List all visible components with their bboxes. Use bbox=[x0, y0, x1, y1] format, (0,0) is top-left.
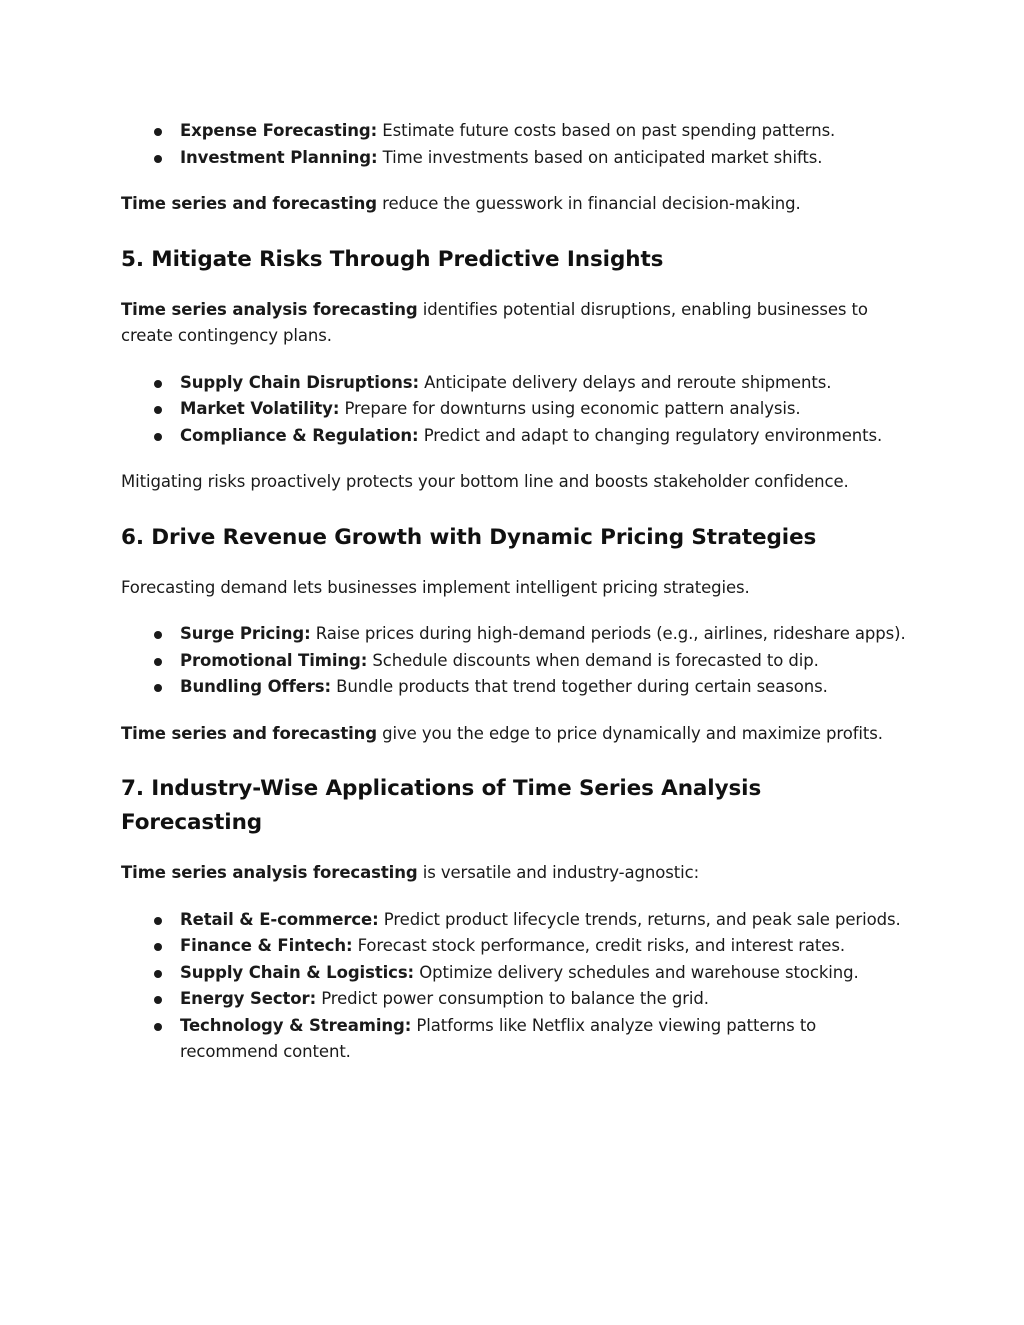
paragraph bbox=[121, 191, 911, 218]
bullet-icon bbox=[154, 128, 162, 136]
section-5-closing: Mitigating risks proactively protects your bottom line and boosts stakeholder confidence. bbox=[121, 472, 849, 491]
bullet-icon bbox=[154, 631, 162, 639]
paragraph-bold: Time series and forecasting bbox=[121, 723, 378, 743]
list-item bbox=[121, 986, 911, 1013]
list-item-term: Supply Chain & Logistics: bbox=[180, 962, 415, 982]
list-item bbox=[121, 674, 911, 701]
section-6-closing bbox=[121, 721, 911, 748]
list-item-text: Predict power consumption to balance the grid. bbox=[316, 989, 709, 1008]
paragraph-bold: Time series and forecasting bbox=[121, 194, 378, 213]
list-item-term: Bundling Offers: bbox=[180, 677, 332, 696]
paragraph-text: identifies potential disruptions, enabling businesses to create contingency plans. bbox=[121, 299, 868, 345]
bullet-icon bbox=[154, 433, 162, 441]
list-item-text: Optimize delivery schedules and warehouse stocking. bbox=[414, 962, 859, 982]
list-item bbox=[121, 621, 911, 648]
section-5-heading: 5. Mitigate Risks Through Predictive Insights bbox=[121, 246, 664, 272]
section-6-heading: 6. Drive Revenue Growth with Dynamic Pricing Strategies bbox=[121, 524, 817, 550]
list-item-text: Platforms like Netflix analyze viewing patterns to recommend content. bbox=[180, 1015, 817, 1061]
bullet-icon bbox=[154, 917, 162, 925]
section-5-intro bbox=[121, 297, 911, 350]
section-7-intro bbox=[121, 860, 911, 887]
list-item bbox=[121, 1013, 911, 1066]
list-item-text: Time investments based on anticipated market shifts. bbox=[377, 147, 823, 167]
list-item bbox=[121, 118, 911, 145]
list-item bbox=[121, 145, 911, 172]
bullet-icon bbox=[154, 970, 162, 978]
list-item-term: Promotional Timing: bbox=[180, 650, 368, 670]
list-item-text: Forecast stock performance, credit risks, and interest rates. bbox=[352, 936, 845, 955]
list-item-term: Energy Sector: bbox=[180, 989, 317, 1008]
paragraph-text: is versatile and industry-agnostic: bbox=[417, 863, 700, 882]
list-item bbox=[121, 396, 911, 423]
bullet-icon bbox=[154, 1023, 162, 1031]
list-item-text: Schedule discounts when demand is forecasted to dip. bbox=[367, 650, 819, 670]
bullet-icon bbox=[154, 380, 162, 388]
risk-bullet-list bbox=[121, 370, 911, 450]
list-item bbox=[121, 960, 911, 987]
list-item-term: Market Volatility: bbox=[180, 399, 340, 418]
list-item-term: Retail & E-commerce: bbox=[180, 909, 379, 929]
bullet-icon bbox=[154, 943, 162, 951]
list-item-text: Prepare for downturns using economic pattern analysis. bbox=[339, 399, 801, 418]
list-item-term: Expense Forecasting: bbox=[180, 121, 378, 140]
list-item bbox=[121, 648, 911, 675]
list-item-term: Technology & Streaming: bbox=[180, 1015, 412, 1035]
list-item bbox=[121, 907, 911, 934]
pricing-bullet-list bbox=[121, 621, 911, 701]
paragraph-bold: Time series analysis forecasting bbox=[121, 863, 418, 882]
bullet-icon bbox=[154, 658, 162, 666]
list-item-term: Supply Chain Disruptions: bbox=[180, 372, 419, 392]
list-item bbox=[121, 423, 911, 450]
list-item-text: Predict product lifecycle trends, returns, and peak sale periods. bbox=[378, 909, 901, 929]
list-item-term: Investment Planning: bbox=[180, 147, 378, 167]
section-7-heading: 7. Industry-Wise Applications of Time Series Analysis Forecasting bbox=[121, 776, 762, 835]
bullet-icon bbox=[154, 684, 162, 692]
list-item-text: Predict and adapt to changing regulatory environments. bbox=[418, 425, 883, 445]
list-item-text: Bundle products that trend together during certain seasons. bbox=[331, 677, 828, 696]
list-item bbox=[121, 933, 911, 960]
list-item-term: Finance & Fintech: bbox=[180, 936, 353, 955]
industry-bullet-list bbox=[121, 907, 911, 1066]
section-6-intro: Forecasting demand lets businesses implement intelligent pricing strategies. bbox=[121, 577, 750, 597]
list-item-term: Surge Pricing: bbox=[180, 624, 311, 643]
paragraph-text: reduce the guesswork in financial decision-making. bbox=[377, 194, 801, 213]
list-item-term: Compliance & Regulation: bbox=[180, 425, 419, 445]
bullet-icon bbox=[154, 406, 162, 414]
paragraph-text: give you the edge to price dynamically and maximize profits. bbox=[377, 723, 883, 743]
list-item bbox=[121, 370, 911, 397]
paragraph-bold: Time series analysis forecasting bbox=[121, 299, 418, 319]
bullet-icon bbox=[154, 996, 162, 1004]
bullet-icon bbox=[154, 155, 162, 163]
list-item-text: Raise prices during high-demand periods (e.g., airlines, rideshare apps). bbox=[310, 624, 906, 643]
list-item-text: Anticipate delivery delays and reroute shipments. bbox=[418, 372, 832, 392]
finance-bullet-list bbox=[121, 118, 911, 171]
list-item-text: Estimate future costs based on past spending patterns. bbox=[377, 121, 836, 140]
document-page bbox=[121, 0, 911, 1066]
